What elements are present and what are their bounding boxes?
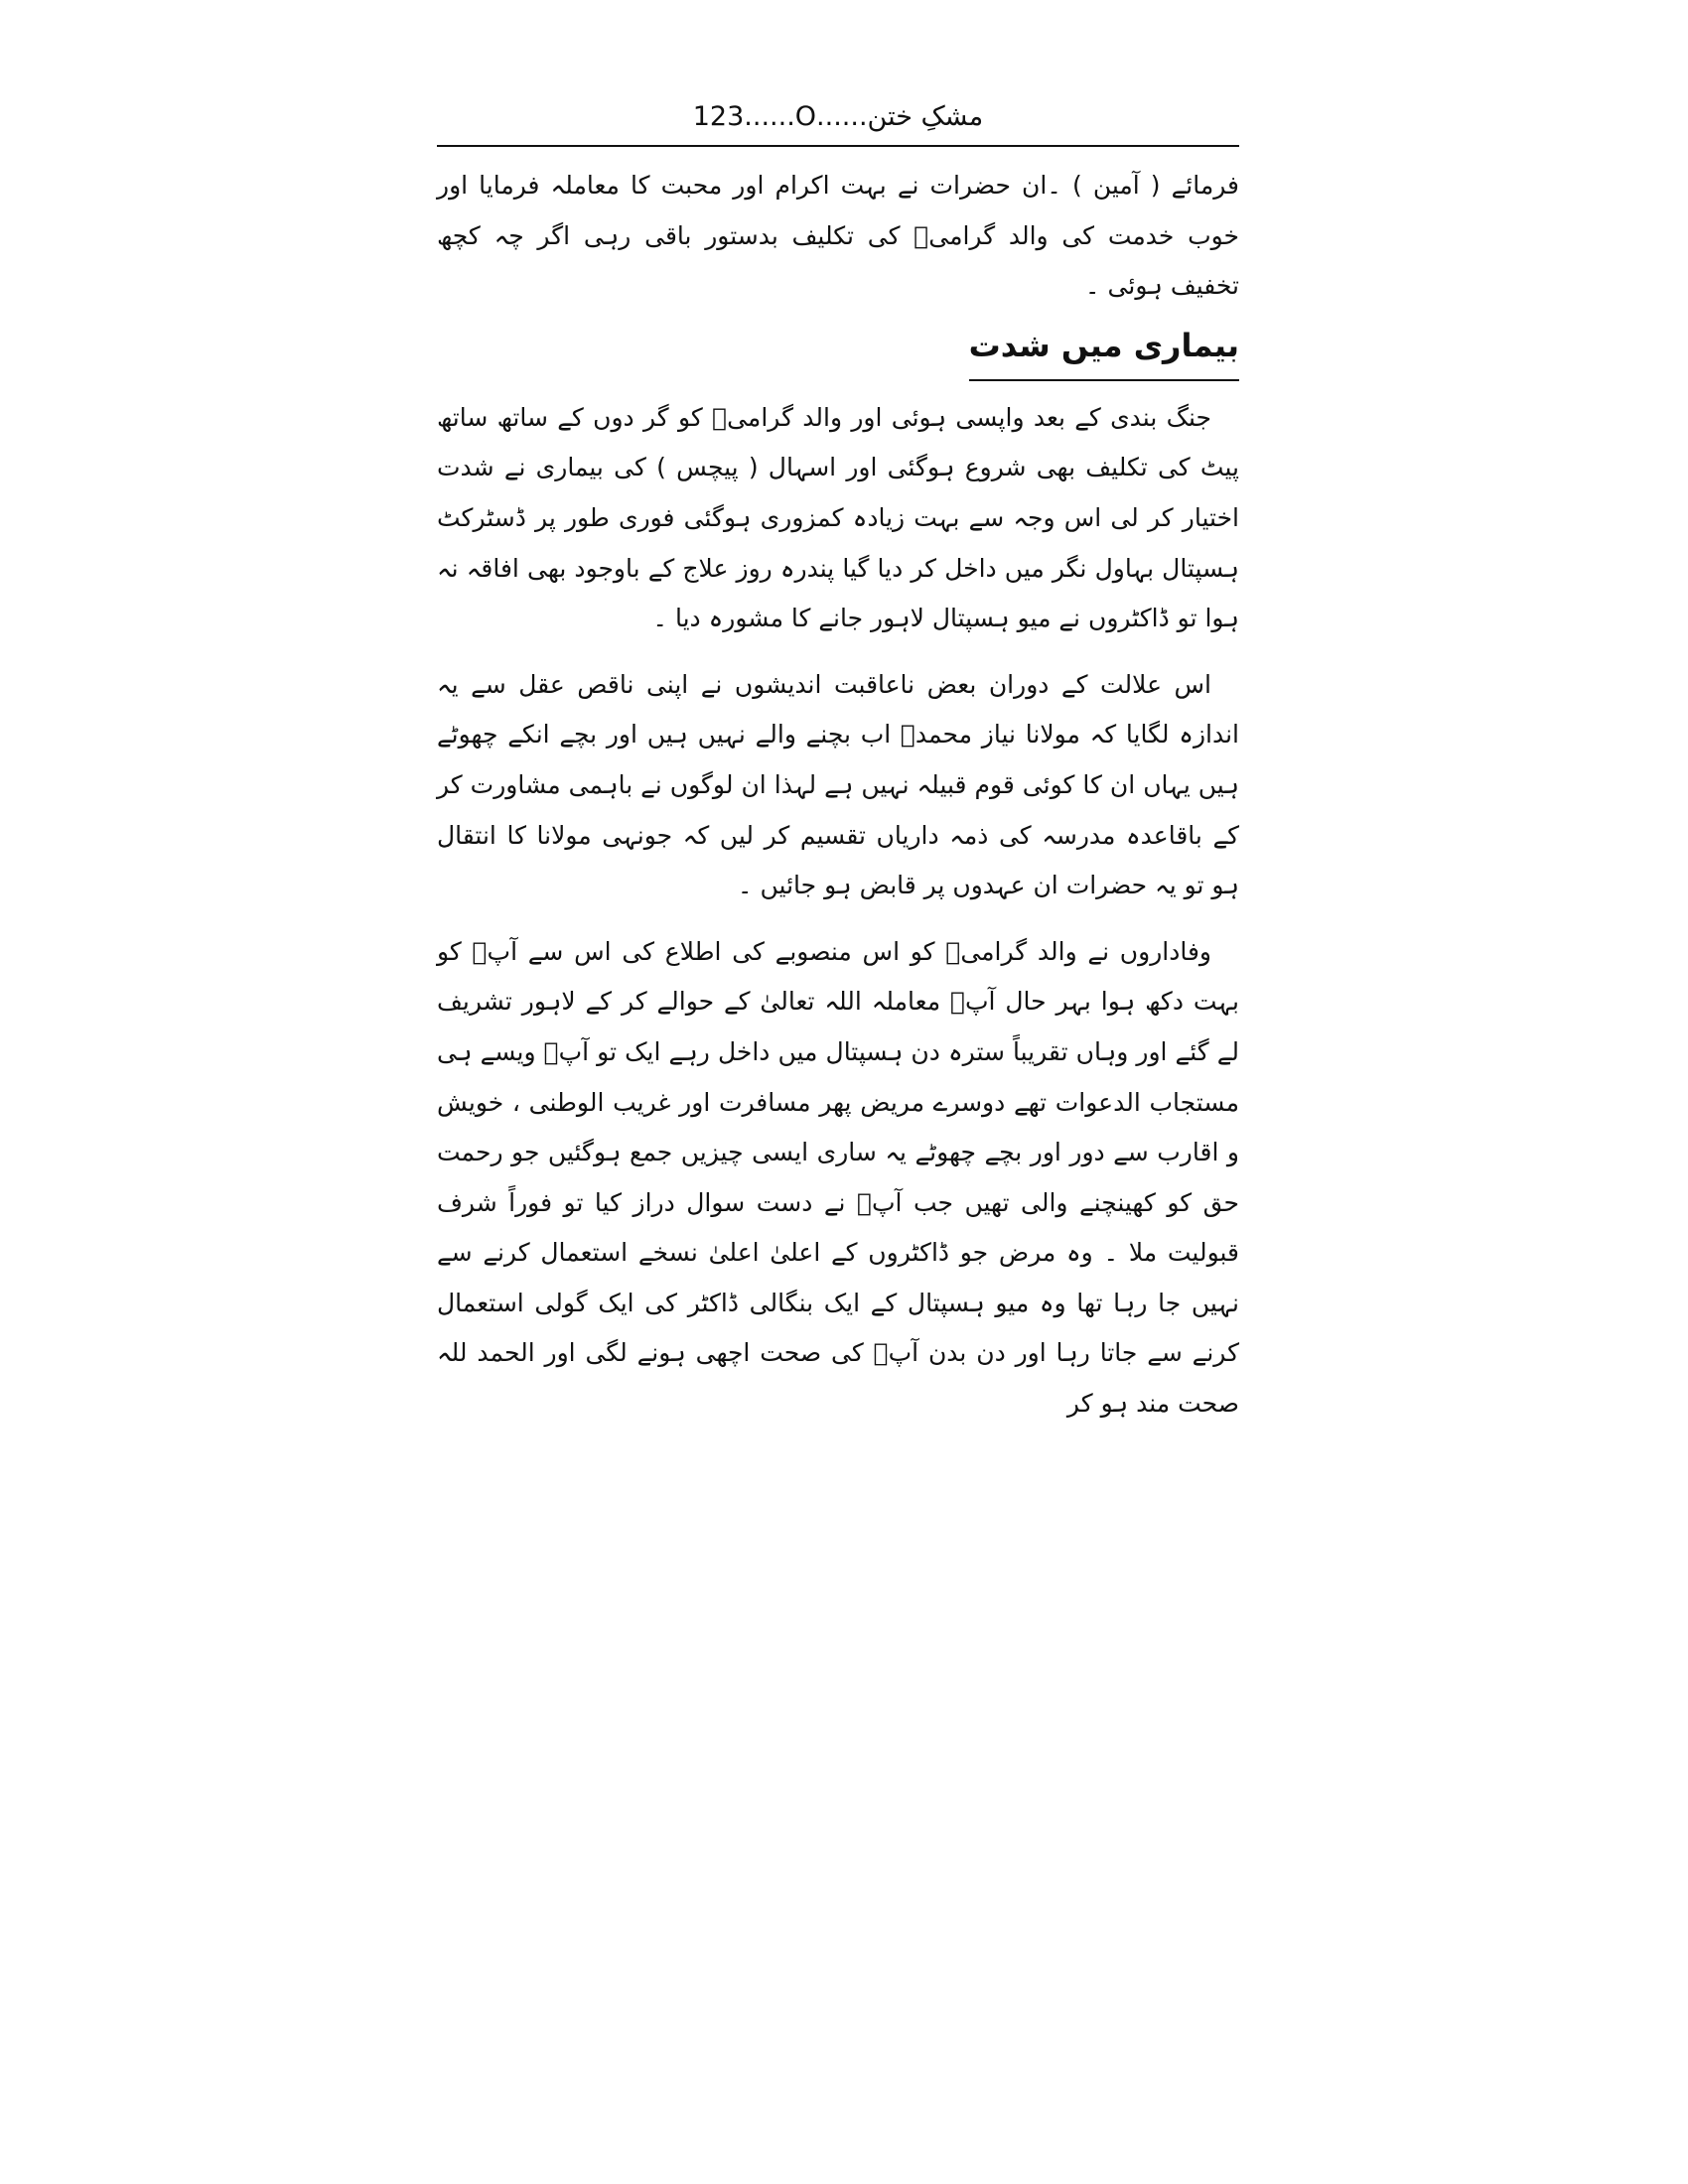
section-heading: بیماری میں شدت — [969, 316, 1239, 381]
paragraph-2: اس علالت کے دوران بعض ناعاقبت اندیشوں نے اپنی ناقص عقل سے یہ اندازہ لگایا کہ مولانا نیاز محمدؒ اب بچنے والے نہیں ہیں اور بچے انکے چھوٹے ہیں یہاں ان کا کوئی قوم قبیلہ نہیں ہے لہذا ان لوگوں نے باہمی مشاورت کر کے باقاعدہ مدرسہ کی ذمہ داریاں تقسیم کر لیں کہ جونہی مولانا کا انتقال ہو تو یہ حضرات ان عہدوں پر قابض ہو جائیں ۔ — [437, 669, 1239, 900]
running-header — [437, 95, 1239, 139]
paragraph-3: وفاداروں نے والد گرامیؒ کو اس منصوبے کی اطلاع کی اس سے آپؒ کو بہت دکھ ہوا بہر حال آپؒ معاملہ اللہ تعالیٰ کے حوالے کر کے لاہور تشریف لے گئے اور وہاں تقریباً سترہ دن ہسپتال میں داخل رہے ایک تو آپؒ ویسے ہی مستجاب الدعوات تھے دوسرے مریض پھر مسافرت اور غریب الوطنی ، خویش و اقارب سے دور اور بچے چھوٹے یہ ساری ایسی چیزیں جمع ہوگئیں جو رحمت حق کو کھینچنے والی تھیں جب آپؒ نے دست سوال دراز کیا تو فوراً شرف قبولیت ملا ۔ وہ مرض جو ڈاکٹروں کے اعلیٰ اعلیٰ نسخے استعمال کرنے سے نہیں جا رہا تھا وہ میو ہسپتال کے ایک بنگالی ڈاکٹر کی ایک گولی استعمال کرنے سے جاتا رہا اور دن بدن آپؒ کی صحت اچھی ہونے لگی اور الحمد للہ صحت مند ہو کر — [437, 936, 1239, 1419]
header-rule — [437, 145, 1239, 147]
body-text — [437, 161, 1239, 1445]
intro-paragraph: فرمائے ( آمین ) ۔ان حضرات نے بہت اکرام اور محبت کا معاملہ فرمایا اور خوب خدمت کی والد گرامیؒ کی تکلیف بدستور باقی رہی اگر چہ کچھ تخفیف ہوئی ۔ — [437, 171, 1239, 301]
paragraph-1: جنگ بندی کے بعد واپسی ہوئی اور والد گرامیؒ کو گر دوں کے ساتھ ساتھ پیٹ کی تکلیف بھی شروع ہوگئی اور اسہال ( پیچس ) کی بیماری نے شدت اختیار کر لی اس وجہ سے بہت زیادہ کمزوری ہوگئی فوری طور پر ڈسٹرکٹ ہسپتال بہاول نگر میں داخل کر دیا گیا پندرہ روز علاج کے باوجود بھی افاقہ نہ ہوا تو ڈاکٹروں نے میو ہسپتال لاہور جانے کا مشورہ دیا ۔ — [437, 402, 1239, 633]
page-number: 123 — [692, 101, 745, 132]
book-title: مشکِ ختن — [867, 101, 984, 132]
section-heading-wrap — [437, 316, 1239, 381]
header-separator: ......O...... — [744, 101, 868, 132]
